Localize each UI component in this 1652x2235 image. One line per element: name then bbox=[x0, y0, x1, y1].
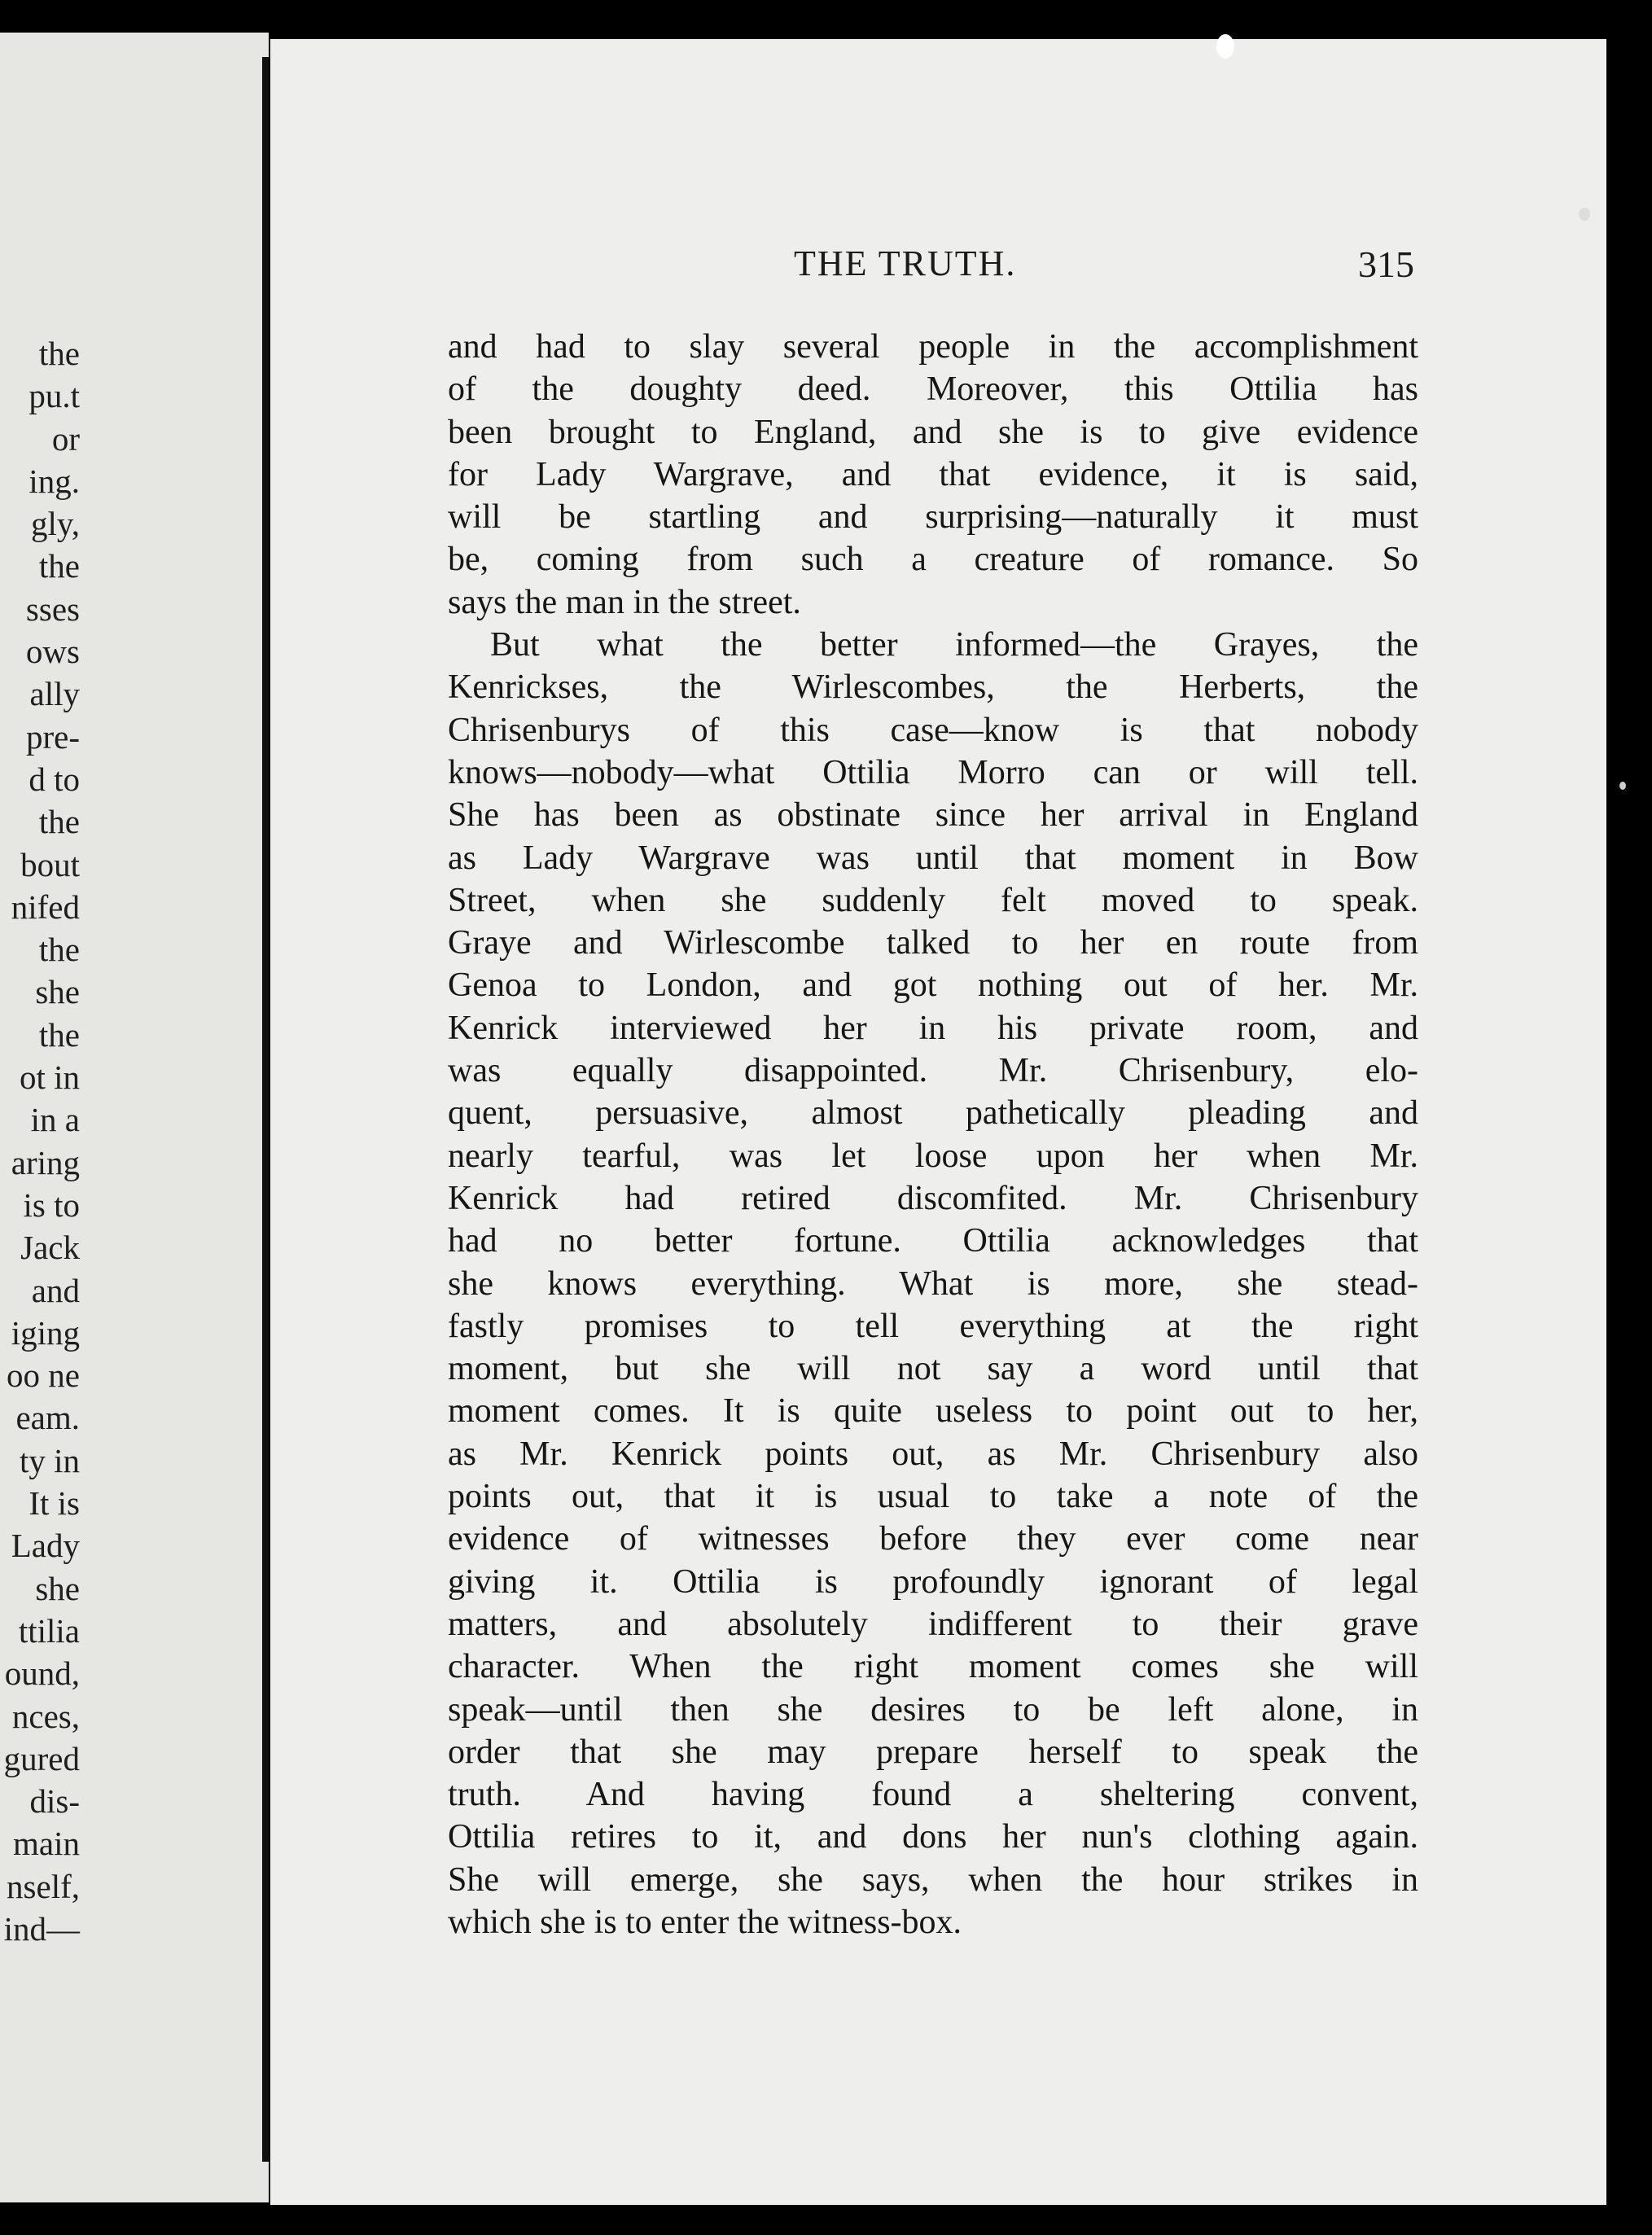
left-page-fragment: gly, bbox=[31, 505, 80, 543]
scan-speck bbox=[1216, 34, 1234, 59]
text-line: She has been as obstinate since her arrival in England bbox=[448, 796, 1418, 835]
left-page-fragment: the bbox=[38, 803, 80, 841]
left-page-fragment: It is bbox=[28, 1484, 80, 1523]
text-line: giving it. Ottilia is profoundly ignorant of legal bbox=[448, 1562, 1418, 1601]
text-line: been brought to England, and she is to give evidence bbox=[448, 413, 1418, 451]
text-line: will be startling and surprising—naturally it must bbox=[448, 498, 1418, 537]
page-gutter bbox=[262, 57, 269, 2162]
scan-dark-edge bbox=[1606, 39, 1652, 2205]
left-page-fragment: ows bbox=[25, 633, 80, 671]
left-page-fragment: iging bbox=[11, 1313, 80, 1352]
text-line: order that she may prepare herself to speak the bbox=[448, 1733, 1418, 1771]
body-text bbox=[448, 326, 1418, 1944]
left-page-fragment: the bbox=[38, 931, 80, 969]
text-line: She will emerge, she says, when the hour strikes in bbox=[448, 1860, 1418, 1899]
left-page-fragment: ound, bbox=[4, 1654, 80, 1693]
left-page-fragment: nces, bbox=[11, 1697, 80, 1735]
left-page-fragment: aring bbox=[11, 1143, 80, 1181]
left-page-fragment: oo ne bbox=[7, 1356, 80, 1395]
left-page-fragment: d to bbox=[28, 760, 80, 798]
text-line: Genoa to London, and got nothing out of her. Mr. bbox=[448, 966, 1418, 1005]
text-line: quent, persuasive, almost pathetically pleading and bbox=[448, 1094, 1418, 1133]
text-line: of the doughty deed. Moreover, this Ottilia has bbox=[448, 370, 1418, 409]
text-line: Ottilia retires to it, and dons her nun's clothing again. bbox=[448, 1818, 1418, 1856]
text-line: Street, when she suddenly felt moved to speak. bbox=[448, 881, 1418, 919]
left-page-fragment: and bbox=[31, 1271, 80, 1309]
left-page-fragment: ot in bbox=[19, 1058, 80, 1097]
text-line: speak—until then she desires to be left alone, in bbox=[448, 1690, 1418, 1729]
left-page-fragment: ind— bbox=[3, 1909, 80, 1948]
text-line: evidence of witnesses before they ever come near bbox=[448, 1520, 1418, 1558]
text-line: be, coming from such a creature of romance. So bbox=[448, 541, 1418, 579]
text-line: Graye and Wirlescombe talked to her en route from bbox=[448, 924, 1418, 962]
left-page-fragment: nself, bbox=[7, 1867, 80, 1905]
left-page-fragment: she bbox=[35, 973, 80, 1011]
left-page-fragment: in a bbox=[30, 1101, 80, 1139]
left-page-fragment: pu.t bbox=[28, 377, 80, 415]
left-page-fragment: the bbox=[38, 547, 80, 585]
scan-speck bbox=[1579, 208, 1590, 221]
left-page-fragment: is to bbox=[23, 1185, 80, 1224]
left-page-fragment: she bbox=[35, 1569, 80, 1607]
left-page-fragment: or bbox=[51, 419, 80, 458]
left-page-fragment: nifed bbox=[11, 887, 80, 926]
text-line: moment comes. It is quite useless to point out to her, bbox=[448, 1392, 1418, 1431]
running-head: THE TRUTH. bbox=[794, 243, 1017, 283]
text-line: moment, but she will not say a word until that bbox=[448, 1350, 1418, 1388]
left-page-fragment: ing. bbox=[28, 462, 80, 500]
text-line: But what the better informed—the Grayes, the bbox=[490, 626, 1418, 664]
left-facing-page bbox=[0, 33, 269, 2202]
text-line: points out, that it is usual to take a note of the bbox=[448, 1478, 1418, 1516]
text-line: as Mr. Kenrick points out, as Mr. Chrisenbury also bbox=[448, 1435, 1418, 1473]
left-page-fragment: eam. bbox=[15, 1399, 80, 1437]
text-line: was equally disappointed. Mr. Chrisenbury, elo- bbox=[448, 1052, 1418, 1090]
text-line: for Lady Wargrave, and that evidence, it is said, bbox=[448, 455, 1418, 493]
left-page-fragment: Jack bbox=[20, 1229, 80, 1267]
text-line: and had to slay several people in the accomplishment bbox=[448, 328, 1418, 366]
text-line: as Lady Wargrave was until that moment in Bow bbox=[448, 839, 1418, 877]
left-page-fragment: pre- bbox=[25, 717, 80, 756]
text-line: Chrisenburys of this case—know is that nobody bbox=[448, 711, 1418, 749]
left-page-fragment: Lady bbox=[11, 1527, 80, 1565]
left-page-text-fragments bbox=[4, 332, 80, 1950]
left-page-fragment: the bbox=[38, 1015, 80, 1054]
text-line: nearly tearful, was let loose upon her when Mr. bbox=[448, 1137, 1418, 1175]
text-line: Kenrick interviewed her in his private room, and bbox=[448, 1009, 1418, 1047]
text-line: knows—nobody—what Ottilia Morro can or will tell. bbox=[448, 753, 1418, 791]
text-line: fastly promises to tell everything at the right bbox=[448, 1307, 1418, 1345]
text-line: Kenrick had retired discomfited. Mr. Chrisenbury bbox=[448, 1179, 1418, 1217]
text-line: truth. And having found a sheltering convent, bbox=[448, 1776, 1418, 1814]
left-page-fragment: dis- bbox=[29, 1782, 80, 1821]
left-page-fragment: ttilia bbox=[18, 1611, 80, 1650]
text-line: matters, and absolutely indifferent to their grave bbox=[448, 1605, 1418, 1643]
text-line: which she is to enter the witness-box. bbox=[448, 1903, 962, 1941]
page-number: 315 bbox=[1358, 243, 1414, 285]
text-line: character. When the right moment comes she will bbox=[448, 1648, 1418, 1686]
text-line: says the man in the street. bbox=[448, 583, 801, 621]
left-page-fragment: gured bbox=[3, 1739, 80, 1777]
left-page-fragment: the bbox=[38, 335, 80, 372]
scan-speck bbox=[1619, 782, 1626, 790]
left-page-fragment: main bbox=[13, 1825, 80, 1863]
left-page-fragment: bout bbox=[20, 845, 80, 883]
text-line: Kenrickses, the Wirlescombes, the Herberts, the bbox=[448, 668, 1418, 707]
left-page-fragment: sses bbox=[25, 589, 80, 628]
left-page-fragment: ally bbox=[29, 675, 80, 713]
text-line: had no better fortune. Ottilia acknowledges that bbox=[448, 1222, 1418, 1260]
text-line: she knows everything. What is more, she stead- bbox=[448, 1264, 1418, 1303]
left-page-fragment: ty in bbox=[19, 1441, 80, 1479]
